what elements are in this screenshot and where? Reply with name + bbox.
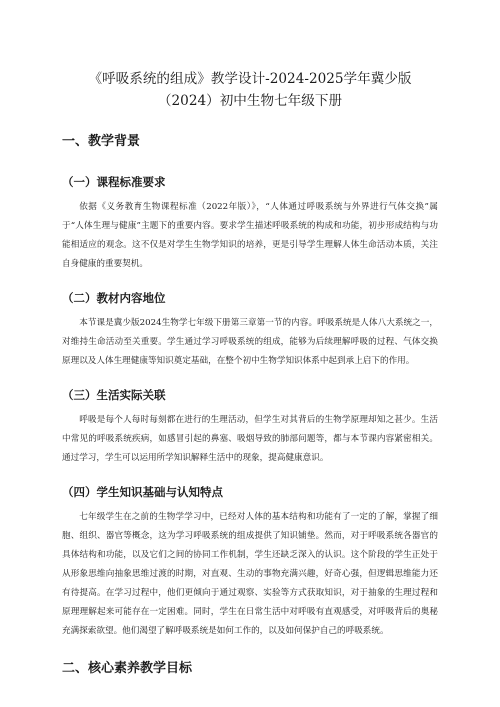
section-heading-teaching-background: 一、教学背景 — [62, 134, 141, 149]
paragraph-curriculum-standard: 依据《义务教育生物课程标准（2022年版）》，“人体通过呼吸系统与外界进行气体交换”属于“人体生理与健康”主题下的重要内容。要求学生描述呼吸系统的构成和功能，初步形成结构与功能相适应的观念。这不仅是对学生生物学知识的培养，更是引导学生理解人体生命活动本质，关注自身健康的重要契机。 — [62, 202, 438, 269]
subsection-heading-textbook-position: （二）教材内容地位 — [62, 291, 166, 305]
subsection-heading-curriculum-standard: （一）课程标准要求 — [62, 175, 166, 189]
subsection-heading-student-knowledge: （四）学生知识基础与认知特点 — [62, 485, 223, 499]
paragraph-textbook-position: 本节课是冀少版2024生物学七年级下册第三章第一节的内容。呼吸系统是人体八大系统之一，对维持生命活动至关重要。学生通过学习呼吸系统的组成，能够为后续理解呼吸的过程、气体交换原理以及人体生理健康等知识奠定基础，在整个初中生物学知识体系中起到承上启下的作用。 — [62, 318, 438, 366]
subsection-heading-real-life-connection: （三）生活实际关联 — [62, 388, 166, 402]
paragraph-real-life-connection: 呼吸是每个人每时每刻都在进行的生理活动，但学生对其背后的生物学原理却知之甚少。生活中常见的呼吸系统疾病，如感冒引起的鼻塞、吸烟导致的肺部问题等，都与本节课内容紧密相关。通过学习，学生可以运用所学知识解释生活中的现象，提高健康意识。 — [62, 415, 438, 463]
document-title: 《呼吸系统的组成》教学设计-2024-2025学年冀少版（2024）初中生物七年级下册 — [88, 71, 412, 109]
section-heading-core-literacy-goals: 二、核心素养教学目标 — [62, 661, 193, 676]
paragraph-student-knowledge: 七年级学生在之前的生物学学习中，已经对人体的基本结构和功能有了一定的了解，掌握了细胞、组织、器官等概念，这为学习呼吸系统的组成提供了知识铺垫。然而，对于呼吸系统各器官的具体结构和功能，以及它们之间的协同工作机制，学生还缺乏深入的认识。这个阶段的学生正处于从形象思维向抽象思维过渡的时期，对直观、生动的事物充满兴趣，好奇心强，但逻辑思维能力还有待提高。在学习过程中，他们更倾向于通过观察、实验等方式获取知识，对于抽象的生理过程和原理理解起来可能存在一定困难。同时，学生在日常生活中对呼吸有直观感受，对呼吸背后的奥秘充满探索欲望。他们渴望了解呼吸系统是如何工作的，以及如何保护自己的呼吸系统。 — [62, 512, 438, 636]
